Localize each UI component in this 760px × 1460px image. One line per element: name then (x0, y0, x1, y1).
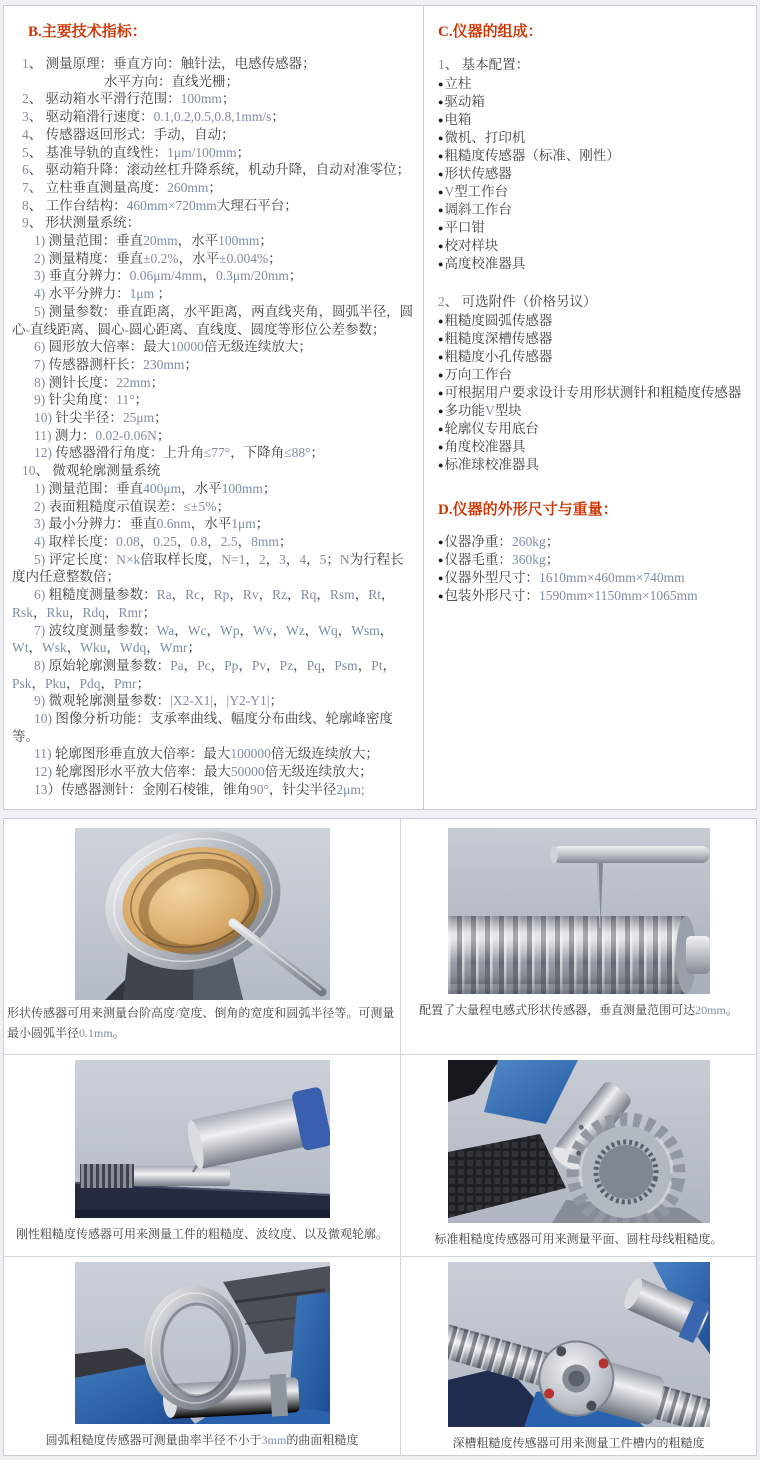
bullet-item (438, 237, 748, 255)
bullet-item (438, 533, 748, 551)
bullet-list (438, 533, 748, 605)
shape-sensor-ring-photo (75, 828, 330, 1000)
bullet-item (438, 402, 748, 420)
spec-line: 1) 测量范围：垂直400μm，水平100mm； (34, 480, 277, 496)
photo-frame (4, 819, 400, 1000)
bullet-icon: ● (438, 97, 444, 107)
section-b-title: B.主要技术指标： (28, 24, 147, 40)
spec-line: 8) 原始轮廓测量参数：Pa，Pc，Pp，Pv，Pz，Pq，Psm，Pt，Psk，Pku，Pdq，Pmr； (12, 657, 396, 691)
gallery-cell (4, 819, 400, 1055)
spec-line: 5) 评定长度：N×k倍取样长度，N=1，2，3，4，5；N为行程长度内任意整数倍； (12, 551, 404, 585)
bullet-text: 万向工作台 (444, 367, 512, 382)
gallery-caption: 圆弧粗糙度传感器可测量曲率半径不小于3mm的曲面粗糙度 (45, 1432, 359, 1447)
bullet-text: 粗糙度小孔传感器 (444, 349, 553, 364)
bullet-item (438, 569, 748, 587)
bullet-icon: ● (438, 259, 444, 269)
spec-line: 12) 传感器滑行角度：上升角≤77°，下降角≤88°； (34, 445, 324, 461)
bullet-icon: ● (438, 316, 444, 326)
spec-line: 3) 最小分辨力：垂直0.6nm，水平1μm； (34, 516, 270, 532)
bullet-item (438, 587, 748, 605)
bullet-item (438, 312, 748, 330)
bullet-text: 仪器净重：260kg； (444, 534, 560, 549)
bullet-text: 微机、打印机 (444, 130, 526, 145)
section-c-title: C.仪器的组成： (438, 24, 543, 40)
bullet-item (438, 348, 748, 366)
bullet-item (438, 183, 748, 201)
bullet-icon: ● (438, 406, 444, 416)
group-label: 2、 可选附件（价格另议） (438, 294, 597, 309)
bullet-text: 多功能V型块 (444, 403, 522, 418)
spec-line: 3、 驱动箱滑行速度：0.1,0.2,0.5,0.8,1mm/s； (22, 109, 285, 125)
section-d-items (438, 533, 748, 605)
spec-line: 10) 针尖半径：25μm； (34, 410, 168, 426)
spec-line: 12) 轮廓图形水平放大倍率：最大50000倍无级连续放大； (34, 764, 373, 780)
section-b-lines (12, 55, 417, 799)
group-label: 1、 基本配置： (438, 57, 530, 72)
bullet-icon: ● (438, 79, 444, 89)
spec-line: 13）传感器测针：金刚石棱锥，锥角90°，针尖半径2μm; (34, 781, 365, 797)
spec-line: 2) 测量精度：垂直±0.2%，水平±0.004%； (34, 250, 282, 266)
photo-frame (4, 1055, 400, 1218)
gallery-cell (400, 819, 756, 1055)
photo-frame (401, 1257, 756, 1427)
arc-roughness-sensor-ring-photo (75, 1262, 330, 1424)
bullet-item (438, 456, 748, 474)
bullet-icon: ● (438, 591, 444, 601)
photo-frame (401, 819, 756, 994)
bullet-text: 粗糙度圆弧传感器 (444, 313, 553, 328)
bullet-text: 轮廓仪专用底台 (444, 421, 539, 436)
bullet-item (438, 147, 748, 165)
spec-line: 6) 粗糙度测量参数：Ra，Rc，Rp，Rv，Rz，Rq，Rsm，Rt，Rsk，Rku，Rdq，Rmr； (12, 587, 395, 620)
bullet-icon: ● (438, 573, 444, 583)
specs-panel (3, 5, 757, 810)
bullet-text: 电箱 (444, 112, 472, 127)
bullet-item (438, 93, 748, 111)
bullet-text: 校对样块 (444, 238, 499, 253)
bullet-icon: ● (438, 370, 444, 380)
bullet-icon: ● (438, 115, 444, 125)
bullet-text: 粗糙度深槽传感器 (444, 331, 553, 346)
spec-line: 4、 传感器返回形式：手动，自动； (22, 126, 235, 142)
spec-line: 4) 取样长度：0.08，0.25，0.8，2.5，8mm； (34, 533, 293, 549)
bullet-item (438, 438, 748, 456)
spec-line: 10) 图像分析功能：支承率曲线、幅度分布曲线、轮廓峰密度等。 (12, 711, 393, 744)
bullet-item (438, 384, 748, 402)
bullet-text: 立柱 (444, 76, 472, 91)
bullet-list (438, 312, 748, 474)
spec-line: 9) 针尖角度：11°； (34, 392, 149, 408)
bullet-icon: ● (438, 133, 444, 143)
spec-line: 6、 驱动箱升降：滚动丝杠升降系统，机动升降，自动对准零位； (22, 162, 411, 178)
bullet-item (438, 219, 748, 237)
bullet-icon: ● (438, 187, 444, 197)
spec-line: 5、 基准导轨的直线性：1μm/100mm； (22, 144, 251, 160)
spec-line: 9、 形状测量系统： (22, 215, 141, 231)
section-c-d (424, 6, 756, 809)
bullet-icon: ● (438, 205, 444, 215)
bullet-text: 高度校准器具 (444, 256, 526, 271)
bullet-text: 形状传感器 (444, 166, 512, 181)
bullet-icon: ● (438, 537, 444, 547)
bullet-item (438, 420, 748, 438)
bullet-item (438, 111, 748, 129)
bullet-icon: ● (438, 442, 444, 452)
spec-line: 11) 测力：0.02-0.06N； (34, 427, 171, 443)
spec-line: 10、 微观轮廓测量系统 (22, 463, 161, 479)
spec-line: 8) 测针长度：22mm； (34, 374, 165, 390)
bullet-icon: ● (438, 352, 444, 362)
spec-line: 1) 测量范围：垂直20mm，水平100mm； (34, 233, 273, 249)
spec-line: 8、 工作台结构：460mm×720mm大理石平台； (22, 197, 298, 213)
bullet-item (438, 201, 748, 219)
gallery-cell (400, 1055, 756, 1257)
bullet-text: 可根据用户要求设计专用形状测针和粗糙度传感器 (444, 385, 742, 400)
spec-line: 7) 波纹度测量参数：Wa，Wc，Wp，Wv，Wz，Wq，Wsm，Wt，Wsk，Wku，Wdq，Wmr； (12, 622, 394, 656)
bullet-icon: ● (438, 223, 444, 233)
section-d-title: D.仪器的外形尺寸与重量： (438, 502, 618, 518)
spec-line: 11) 轮廓图形垂直放大倍率：最大100000倍无级连续放大； (34, 746, 379, 762)
spec-line: 2) 表面粗糙度示值误差：≤±5%； (34, 498, 230, 514)
bullet-text: 标准球校准器具 (444, 457, 539, 472)
gallery (3, 818, 757, 1456)
bullet-text: 平口钳 (444, 220, 485, 235)
bullet-icon: ● (438, 151, 444, 161)
spec-line: 3) 垂直分辨力：0.06μm/4mm，0.3μm/20mm； (34, 268, 303, 284)
bullet-item (438, 330, 748, 348)
gallery-cell (4, 1257, 400, 1455)
spec-line: 4) 水平分辨力：1μm ； (34, 286, 171, 302)
bullet-text: 仪器外型尺寸：1610mm×460mm×740mm (444, 570, 685, 585)
section-b (4, 6, 424, 809)
bullet-text: V型工作台 (444, 184, 509, 199)
spec-line: 7、 立柱垂直测量高度：260mm； (22, 179, 222, 195)
rigid-roughness-sensor-photo (75, 1060, 330, 1218)
bullet-text: 粗糙度传感器（标准、刚性） (444, 148, 620, 163)
bullet-item (438, 129, 748, 147)
bullet-item (438, 255, 748, 273)
bullet-item (438, 366, 748, 384)
gallery-caption: 形状传感器可用来测量台阶高度/宽度、倒角的宽度和圆弧半径等。可测量最小圆弧半径0.1mm。 (7, 1005, 395, 1040)
bullet-text: 调斜工作台 (444, 202, 512, 217)
gallery-caption: 配置了大量程电感式形状传感器，垂直测量范围可达20mm。 (419, 1002, 738, 1017)
section-c-groups (438, 55, 748, 474)
gallery-caption: 刚性粗糙度传感器可用来测量工件的粗糙度、波纹度、以及微观轮廓。 (15, 1226, 388, 1241)
shape-sensor-screw-photo (448, 828, 710, 994)
bullet-icon: ● (438, 334, 444, 344)
standard-roughness-sensor-gear-photo (448, 1060, 710, 1223)
bullet-icon: ● (438, 460, 444, 470)
bullet-icon: ● (438, 388, 444, 398)
gallery-cell (4, 1055, 400, 1257)
bullet-text: 仪器毛重：360kg； (444, 552, 560, 567)
bullet-icon: ● (438, 424, 444, 434)
bullet-icon: ● (438, 169, 444, 179)
bullet-icon: ● (438, 241, 444, 251)
bullet-item (438, 551, 748, 569)
bullet-item (438, 165, 748, 183)
bullet-icon: ● (438, 555, 444, 565)
bullet-item (438, 75, 748, 93)
spec-line: 7) 传感器测杆长：230mm； (34, 356, 198, 372)
spec-line: 水平方向：直线光栅； (104, 73, 239, 89)
bullet-text: 角度校准器具 (444, 439, 526, 454)
spec-line: 2、 驱动箱水平滑行范围：100mm； (22, 91, 236, 107)
gallery-caption: 深槽粗糙度传感器可用来测量工件槽内的粗糙度 (452, 1435, 705, 1450)
spec-line: 6) 圆形放大倍率：最大10000倍无级连续放大； (34, 339, 312, 355)
photo-frame (4, 1257, 400, 1424)
gallery-cell (400, 1257, 756, 1455)
bullet-text: 包装外形尺寸：1590mm×1150mm×1065mm (444, 588, 698, 603)
photo-frame (401, 1055, 756, 1223)
gallery-caption: 标准粗糙度传感器可用来测量平面、圆柱母线粗糙度。 (434, 1231, 723, 1246)
spec-line: 9) 微观轮廓测量参数：|X2-X1|，|Y2-Y1|； (34, 693, 283, 709)
bullet-text: 驱动箱 (444, 94, 485, 109)
deep-groove-roughness-sensor-photo (448, 1262, 710, 1427)
spec-line: 5) 测量参数：垂直距离，水平距离，两直线夹角，圆弧半径，圆心-直线距离、圆心-圆心距离、直线度、圆度等形位公差参数； (12, 303, 414, 337)
bullet-list (438, 75, 748, 273)
spec-line: 1、 测量原理：垂直方向：触针法，电感传感器； (22, 56, 316, 71)
